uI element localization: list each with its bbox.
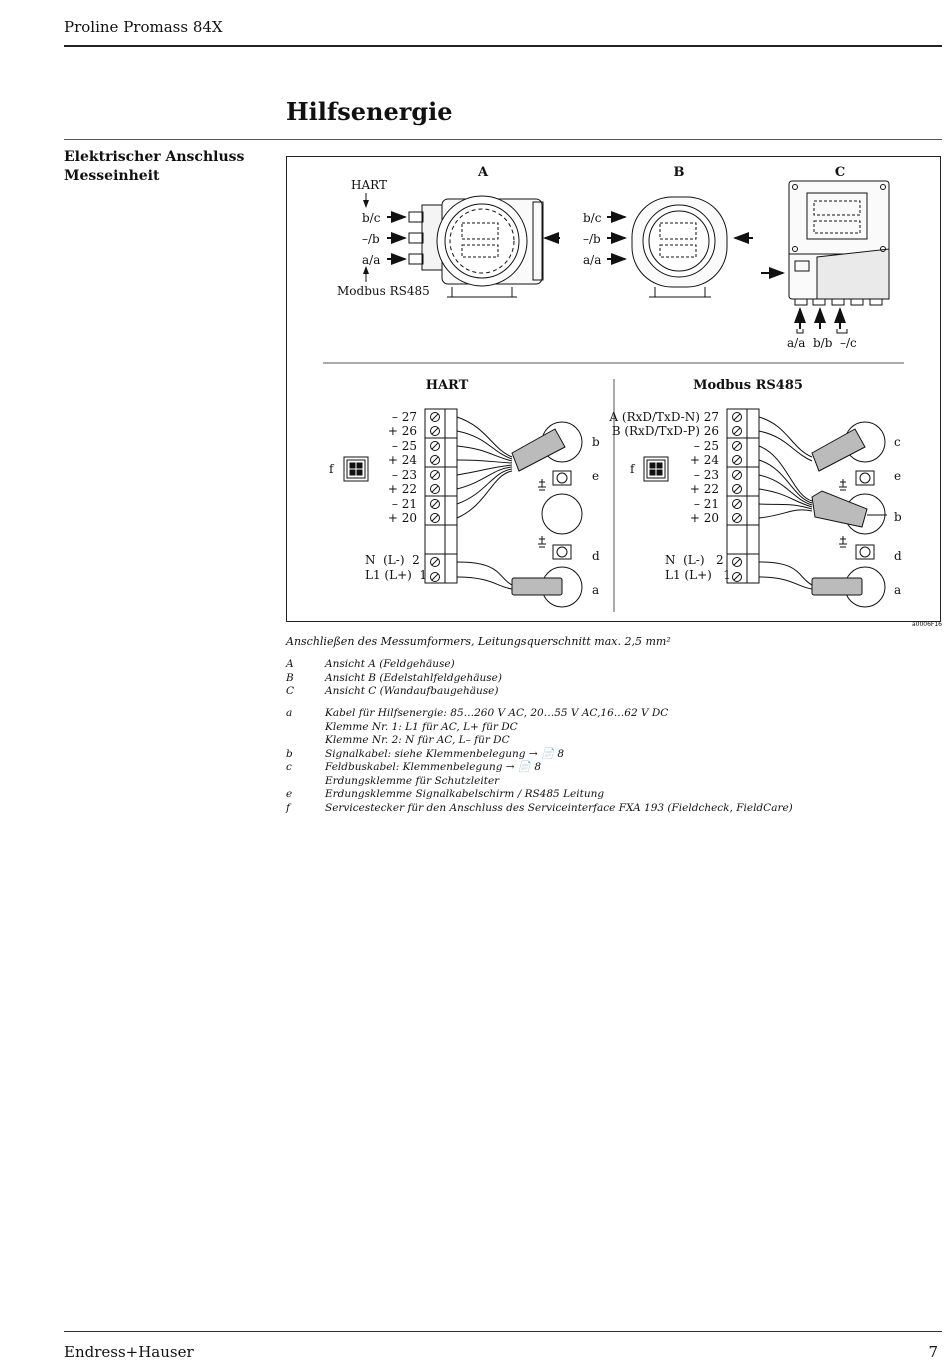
legend-items: [286, 707, 793, 815]
hart-label-d: d: [592, 549, 600, 563]
label-c-bottom: a/a b/b –/c: [787, 336, 857, 350]
legend-text: Klemme Nr. 2: N für AC, L– für DC: [325, 734, 510, 746]
legend-row: [286, 748, 793, 762]
wiring-figure: [286, 156, 941, 622]
hart-label-a: a: [592, 583, 600, 597]
housing-b-drawing: [632, 197, 753, 297]
hart-terminal-block: [425, 409, 457, 583]
modbus-label-a: a: [894, 583, 902, 597]
legend-key: [286, 721, 325, 735]
legend-row: [286, 721, 793, 735]
terminal-label: A (RxD/TxD-N) 27: [609, 410, 719, 424]
hart-top-label: HART: [351, 178, 387, 192]
label-minus-b-b: –/b: [583, 232, 601, 246]
figure-caption: Anschließen des Messumformers, Leitungsquerschnitt max. 2,5 mm²: [286, 635, 671, 648]
legend-text: Erdungsklemme für Schutzleiter: [325, 774, 500, 787]
running-header: Proline Promass 84X: [64, 18, 223, 36]
hart-wiring: [457, 417, 582, 607]
terminal-label: – 21: [693, 497, 719, 511]
section-title: Hilfsenergie: [286, 97, 453, 126]
hart-power-l1: L1 (L+) 1: [365, 568, 428, 582]
legend-row: [286, 672, 502, 686]
hart-panel-title: HART: [425, 378, 469, 393]
terminal-label: + 22: [387, 482, 417, 496]
legend-row: [286, 658, 502, 672]
side-heading: [64, 148, 264, 186]
terminal-label: B (RxD/TxD-P) 26: [611, 424, 719, 438]
label-aa-b: a/a: [583, 253, 602, 267]
page-number: 7: [928, 1343, 938, 1361]
legend-row: [286, 685, 502, 699]
terminal-label: + 20: [387, 511, 417, 525]
modbus-label-c: c: [894, 435, 901, 449]
legend-key: b: [286, 747, 293, 760]
legend-text: Ansicht C (Wandaufbaugehäuse): [325, 685, 499, 697]
legend-text: Erdungsklemme Signalkabelschirm / RS485 Leitung: [325, 788, 605, 800]
footer-rule: [64, 1331, 942, 1332]
housing-a-drawing: [409, 196, 560, 297]
figure-code: a0006F16: [911, 621, 942, 628]
legend-key: e: [286, 788, 293, 800]
terminal-label: – 23: [693, 468, 719, 482]
legend-key: c: [286, 761, 292, 773]
terminal-label: + 24: [689, 453, 719, 467]
modbus-top-label: Modbus RS485: [337, 284, 430, 298]
legend-text: Ansicht A (Feldgehäuse): [325, 658, 455, 670]
legend-row: [286, 707, 793, 721]
modbus-terminal-labels: [608, 410, 719, 525]
hart-service-plug: [344, 457, 368, 481]
legend-text: Klemme Nr. 1: L1 für AC, L+ für DC: [325, 720, 518, 733]
wiring-diagram: [287, 157, 940, 621]
legend-row: [286, 761, 793, 775]
terminal-label: – 27: [391, 410, 417, 424]
terminal-label: + 26: [387, 424, 417, 438]
hart-label-b: b: [592, 435, 600, 449]
modbus-wiring: [759, 417, 887, 607]
legend-row: [286, 802, 793, 816]
modbus-power-n: N (L-) 2: [665, 553, 724, 567]
legend-key: f: [286, 801, 290, 814]
modbus-service-plug: [644, 457, 668, 481]
header-rule: [64, 45, 942, 47]
legend-key: [286, 775, 325, 789]
view-a-label: A: [477, 165, 489, 180]
modbus-power-l1: L1 (L+) 1: [665, 568, 731, 582]
terminal-label: – 25: [693, 439, 719, 453]
modbus-label-e: e: [894, 469, 902, 483]
label-bc-a: b/c: [362, 211, 381, 225]
terminal-label: – 23: [391, 468, 417, 482]
section-rule: [64, 139, 942, 140]
housing-c-drawing: [761, 181, 889, 333]
label-minus-b-a: –/b: [362, 232, 380, 246]
legend-key: a: [286, 707, 293, 719]
footer-brand: Endress+Hauser: [64, 1343, 194, 1361]
legend-text: Kabel für Hilfsenergie: 85…260 V AC, 20…55 V AC,16…62 V DC: [325, 707, 669, 719]
legend-key: [286, 734, 325, 748]
label-bc-b: b/c: [583, 211, 602, 225]
terminal-label: + 22: [689, 482, 719, 496]
view-b-label: B: [673, 165, 685, 180]
side-heading-line2: Messeinheit: [64, 168, 160, 184]
legend-row: [286, 775, 793, 789]
modbus-terminal-block: [727, 409, 759, 583]
legend-key: A: [286, 658, 294, 670]
terminal-label: – 25: [391, 439, 417, 453]
legend-row: [286, 734, 793, 748]
modbus-label-d: d: [894, 549, 902, 563]
side-heading-line1: Elektrischer Anschluss: [64, 149, 245, 165]
legend-key: B: [286, 671, 294, 684]
hart-power-n: N (L-) 2: [365, 553, 420, 567]
legend-text: Signalkabel: siehe Klemmenbelegung → 📄 8: [325, 747, 565, 760]
terminal-label: – 21: [391, 497, 417, 511]
view-c-label: C: [834, 165, 846, 180]
legend-text: Ansicht B (Edelstahlfeldgehäuse): [325, 671, 502, 684]
legend-views: [286, 658, 502, 699]
legend-text: Feldbuskabel: Klemmenbelegung → 📄 8: [325, 761, 542, 773]
legend-text: Servicestecker für den Anschluss des Serviceinterface FXA 193 (Fieldcheck, FieldCare): [325, 801, 793, 814]
modbus-label-f: f: [630, 462, 635, 476]
legend-row: [286, 788, 793, 802]
hart-terminal-labels: [388, 410, 418, 525]
terminal-label: + 24: [387, 453, 417, 467]
legend-key: C: [286, 685, 295, 697]
label-aa-a: a/a: [362, 253, 381, 267]
hart-label-f: f: [329, 462, 334, 476]
modbus-label-b: b: [894, 510, 902, 524]
hart-label-e: e: [592, 469, 600, 483]
modbus-panel-title: Modbus RS485: [693, 378, 803, 393]
terminal-label: + 20: [689, 511, 719, 525]
